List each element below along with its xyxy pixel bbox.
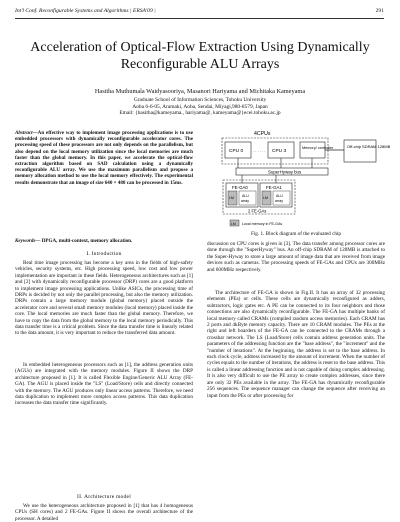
authors: Hasitha Muthumala Waidyasooriya, Masanori Hariyama and Michitaka Kameyama [94,88,306,95]
memory-controller-label: Memory/ controller [302,146,334,150]
right-paragraph-1: discussion on CPU cores is given in [3]. The data transfer among processor cores are done through the "SuperHyway" bus. An off-chip SDRAM of 128MB is attached to the Super-Hyway to store a large amount of image data that are received from image devices such as cameras. The processing speeds of FE-GAs and CPUs are 300MHz and 600MHz respectively. [207,241,385,273]
page-number: 291 [375,8,384,14]
two-fega-label: 2 FE-GAs [248,208,267,214]
fega0-lm-label: LM [229,196,234,200]
keywords-lead: Keywords [15,238,36,244]
cpu3-label: CPU 3 [272,149,287,154]
legend-lm: LM [231,221,236,226]
abstract-lead: Abstract [15,130,33,136]
label-4cpus: 4CPUs [254,131,271,137]
abstract [15,130,193,186]
affiliation [20,97,380,117]
affiliation-line-2: Aoba 6-6-05, Aramaki, Aoba, Sendai, Miyagi,980-8579, Japan [132,103,268,110]
fega0-alu-label: ALU [242,194,249,198]
section-title-introduction: I. Introduction [86,251,122,257]
right-paragraph-2: The architecture of FE-GA is shown in Fig.II. It has an array of 32 processing elements (PEs) or cells. These cells are dynamically reconfigured as adders, subtractors, logic gates etc. A PE can be connected to its four neighbors and those connections are also dynamically reconfigurable. The FE-GA has multiple banks of local memory called CRAMs (compiled random access memories). Each CRAM has 2 ports and 4kByte memory capacity. There are 10 CRAM modules. The PEs at the right and left boarders of the FE-GA can be connected to the CRAMs through a crossbar network. The LS (Load/Store) cells contain address generation units. The parameters of the addressing function are the "base address", the "increment" and the "number of iterations". At the beginning, the address is set to the base address. In each clock cycle, address increased by the amount of increment. When the number of cycles equals to the number of iterations, the address is reset to the base address. This is called a linear addressing function and is not capable of doing complex addressing. It is also very difficult to use the PE array to create complex addresses, since there are only 32 PEs available in the array. The FE-GA has dynamically reconfigurable 256 sequences. The sequence manager can change the sequence after receiving an input from the PEs or after processing for [207,290,385,399]
fega1-label: FE-GA1 [266,185,282,190]
block-diagram-figure [220,128,391,234]
legend-text: Local memory in FE-GAs [242,221,283,226]
keywords [15,238,193,244]
architecture-paragraph-1: We use the heterogeneous architecture proposed in [1] that has 4 homogeneous CPUs (SH cores) and 2 FE-GAs. Figure II shows the overall architecture of the processor. A detailed [15,503,193,522]
fega0-label: FE-GA0 [232,185,248,190]
offchip-sdram-label: Off-chip SDRAM 128MB [347,144,391,149]
paper-title: Acceleration of Optical-Flow Extraction Using Dynamically Reconfigurable ALU Arrays [30,40,370,72]
affiliation-line-1: Graduate School of Information Sciences, Tohoku University [133,97,267,103]
superhyway-label: SuperHyway bus [268,169,302,175]
abstract-body: —An effective way to implement image processing applications is to use embedded processors with dynamically reconfigurable accelerator cores. The processing speed of these processors are not only depends on the parallelism, but also depend on the local memory utilization since the local memories are much faster than the global memory. In this paper, we accelerate the optical-flow extraction algorithm based on SAD calculation using a dynamically reconfigurable ALU array. We use the maximum parallelism and propose a memory allocation method to use the local memory effectively. The experimental results demonstrate that an image of size 640 × 480 can be processed in 15ms. [15,130,193,186]
memory-controller-box [300,142,325,158]
fega0-array-label: array [241,199,249,203]
cpu0-label: CPU 0 [229,149,244,154]
fega1-array-label: array [275,199,283,203]
section-title-architecture: II. Architecture model [77,494,131,500]
intro-paragraph-2: In embedded heterogeneous processors such as [1], the address generation units (AGUs) are integrated with the memory modules. Figure II shows the DRP architecture proposed in [1]. It is called Flexible Engine/Generic ALU Array (FE-GA). The AGU is placed inside the "LS" (Load/Store) cells and directly connected with the memory. The AGU produces only linear access patterns. Therefore, we need data duplication to implement more complex access patterns. This data duplication increases the data transfer time significantly. [15,362,193,407]
journal-name: Int'l Conf. Reconfigurable Systems and Algorithms | ERSA'09 | [15,8,156,14]
keywords-body: — DPGA, multi-context, memory allocation. [35,238,133,244]
fega1-alu-label: ALU [276,194,283,198]
header-rule [15,18,384,19]
affiliation-email: Email: {hasitha@kameyama., hariyama@, kameyama@}ecei.tohoku.ac.jp [119,110,281,117]
figure-caption: Fig. 1. Block diagram of the evaluated chip [250,231,342,237]
intro-paragraph-1: Real time image processing has become a key area in the fields of high-safety vehicles, security systems, etc. High processing speed, low cost and low power implementation are important in these fields. Heterogeneous architectures such as [1] and [2] with dynamically reconfigurable processor (DRP) cores are a good platform to implement image processing applications. Unlike ASICs, the processing time of DRPs is decided by not only the parallel processing, but also the memory utilization. DRPs contain a large memory module (global memory) placed outside the accelerator core and several small memory modules (local memory) placed inside the core. The local memories are much faster than the global memory. Therefore, we have to copy the data from the global memory to the local memory periodically. This data transfer time is a critical problem. Since the data transfer time is linearly related to the data amount, it is very important to reduce the transferred data amount. [15,260,193,337]
fega1-lm-label: LM [263,196,268,200]
cpu-dots: . . . . . . [253,148,266,153]
